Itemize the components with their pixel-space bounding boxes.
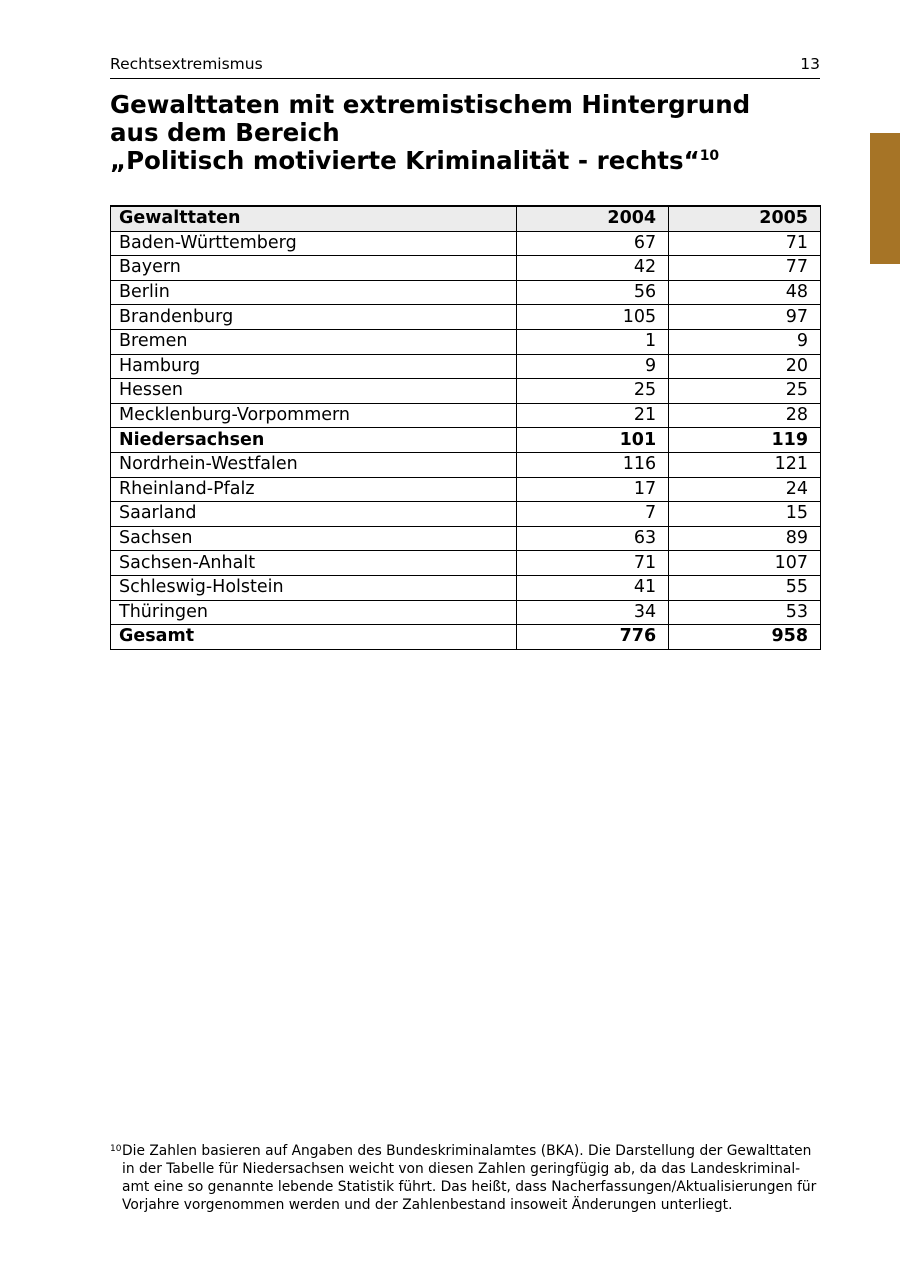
value-2005: 53	[669, 600, 821, 625]
value-2005: 24	[669, 477, 821, 502]
table-row	[111, 452, 821, 477]
footnote	[110, 1142, 822, 1214]
table-header-row	[111, 206, 821, 231]
footnote-marker: 10	[110, 1144, 122, 1154]
value-2004: 105	[517, 305, 669, 330]
value-2004: 67	[517, 231, 669, 256]
table-row	[111, 256, 821, 281]
footnote-text: Die Zahlen basieren auf Angaben des Bundeskriminalamtes (BKA). Die Darstellung der Gewalttaten in der Tabelle für Niedersachsen weicht von diesen Zahlen geringfügig ab, da das Landeskriminal-amt eine so genannte lebende Statistik führt. Das heißt, dass Nacherfassungen/Aktualisierungen für Vorjahre vorgenommen werden und der Zahlenbestand insoweit Änderungen unterliegt.	[122, 1143, 817, 1213]
state-name: Schleswig-Holstein	[111, 575, 517, 600]
value-2004: 41	[517, 575, 669, 600]
value-2004: 21	[517, 403, 669, 428]
value-2004: 42	[517, 256, 669, 281]
state-name: Brandenburg	[111, 305, 517, 330]
page-title	[110, 91, 810, 175]
state-name: Hessen	[111, 379, 517, 404]
table-row	[111, 600, 821, 625]
value-2005: 15	[669, 502, 821, 527]
value-2004: 25	[517, 379, 669, 404]
table-row	[111, 354, 821, 379]
table-row	[111, 280, 821, 305]
value-2005: 48	[669, 280, 821, 305]
value-2005: 9	[669, 329, 821, 354]
value-2005: 107	[669, 551, 821, 576]
page-number: 13	[800, 55, 820, 73]
header-category: Gewalttaten	[111, 206, 517, 231]
value-2005: 71	[669, 231, 821, 256]
chapter-tab-marker	[870, 133, 900, 264]
value-2005: 89	[669, 526, 821, 551]
value-2004: 63	[517, 526, 669, 551]
table-row	[111, 526, 821, 551]
state-name: Mecklenburg-Vorpommern	[111, 403, 517, 428]
value-2005: 121	[669, 452, 821, 477]
running-header	[110, 52, 820, 79]
state-name: Bremen	[111, 329, 517, 354]
value-2005: 28	[669, 403, 821, 428]
value-2004: 17	[517, 477, 669, 502]
value-2004: 71	[517, 551, 669, 576]
state-name: Hamburg	[111, 354, 517, 379]
total-2004: 776	[517, 625, 669, 650]
table-row	[111, 575, 821, 600]
total-2005: 958	[669, 625, 821, 650]
table-row-highlighted	[111, 428, 821, 453]
table-row	[111, 403, 821, 428]
value-2005: 119	[669, 428, 821, 453]
value-2004: 56	[517, 280, 669, 305]
header-year-2005: 2005	[669, 206, 821, 231]
state-name: Berlin	[111, 280, 517, 305]
table-row	[111, 329, 821, 354]
title-line-3-wrapper	[110, 147, 810, 175]
table-row	[111, 551, 821, 576]
value-2004: 116	[517, 452, 669, 477]
state-name: Rheinland-Pfalz	[111, 477, 517, 502]
state-name: Thüringen	[111, 600, 517, 625]
total-label: Gesamt	[111, 625, 517, 650]
state-name: Saarland	[111, 502, 517, 527]
table-row	[111, 231, 821, 256]
value-2004: 9	[517, 354, 669, 379]
value-2004: 7	[517, 502, 669, 527]
title-line-1: Gewalttaten mit extremistischem Hintergrund	[110, 90, 751, 119]
value-2005: 25	[669, 379, 821, 404]
state-name: Sachsen	[111, 526, 517, 551]
state-name: Niedersachsen	[111, 428, 517, 453]
title-footnote-ref: 10	[699, 148, 720, 164]
table-row	[111, 477, 821, 502]
violence-statistics-table	[110, 205, 821, 650]
table-total-row	[111, 625, 821, 650]
state-name: Sachsen-Anhalt	[111, 551, 517, 576]
value-2004: 34	[517, 600, 669, 625]
value-2005: 97	[669, 305, 821, 330]
value-2005: 77	[669, 256, 821, 281]
header-year-2004: 2004	[517, 206, 669, 231]
title-line-2: aus dem Bereich	[110, 118, 340, 147]
section-title: Rechtsextremismus	[110, 55, 263, 73]
state-name: Baden-Württemberg	[111, 231, 517, 256]
table-row	[111, 502, 821, 527]
value-2005: 20	[669, 354, 821, 379]
state-name: Nordrhein-Westfalen	[111, 452, 517, 477]
table-row	[111, 379, 821, 404]
value-2004: 101	[517, 428, 669, 453]
state-name: Bayern	[111, 256, 517, 281]
value-2005: 55	[669, 575, 821, 600]
title-line-3: „Politisch motivierte Kriminalität - rechts“	[110, 146, 700, 175]
table-row	[111, 305, 821, 330]
value-2004: 1	[517, 329, 669, 354]
